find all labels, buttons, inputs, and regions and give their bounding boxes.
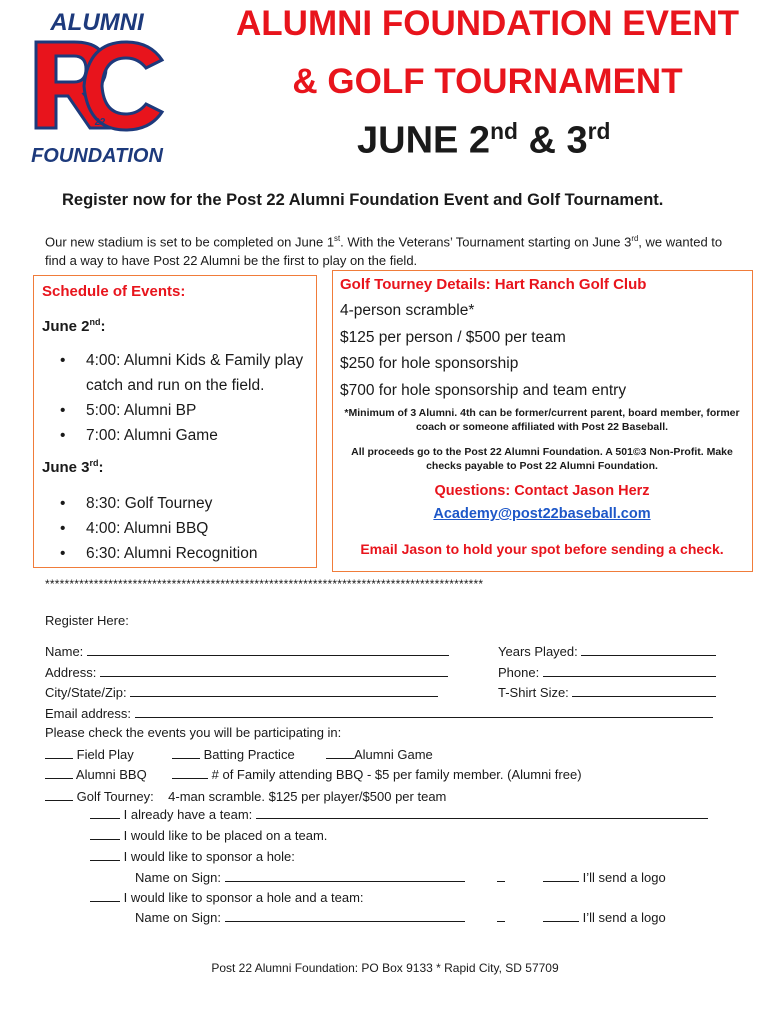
contact-email-link[interactable]: Academy@post22baseball.com (433, 506, 651, 522)
separator: ****************************************************************************************** (45, 577, 484, 591)
golf-title: Golf Tourney Details: Hart Ranch Golf Club (340, 276, 647, 293)
phone-row: Phone: (498, 664, 716, 680)
logo-option-2 (497, 909, 505, 925)
name-field[interactable] (87, 643, 449, 656)
batting-practice-checkbox[interactable] (172, 746, 200, 759)
event-date: JUNE 2nd & 3rd (357, 118, 611, 162)
golf-tourney-option: Golf Tourney: 4-man scramble. $125 per player/$500 per team (45, 788, 446, 804)
schedule-title: Schedule of Events: (42, 283, 186, 300)
tshirt-row: T-Shirt Size: (498, 684, 716, 700)
send-logo-option-2: I’ll send a logo (543, 909, 666, 925)
family-bbq-option: # of Family attending BBQ - $5 per family member. (Alumni free) (172, 766, 582, 782)
golf-line: $250 for hole sponsorship (340, 355, 519, 372)
footer-address: Post 22 Alumni Foundation: PO Box 9133 * Rapid City, SD 57709 (211, 961, 559, 975)
sponsor-hole-team-checkbox[interactable] (90, 889, 120, 902)
sign-name-row-1: Name on Sign: (135, 869, 465, 885)
field-play-checkbox[interactable] (45, 746, 73, 759)
list-item: • 6:30: Alumni Recognition (60, 541, 315, 566)
phone-field[interactable] (543, 664, 716, 677)
alumni-foundation-logo (22, 8, 172, 168)
golf-line: $700 for hole sponsorship and team entry (340, 382, 627, 399)
logo-top-text: ALUMNI (50, 9, 144, 36)
years-played-row: Years Played: (498, 643, 716, 659)
email-jason-note: Email Jason to hold your spot before sending a check. (360, 541, 724, 557)
family-bbq-count-field[interactable] (172, 766, 208, 779)
sponsor-hole-checkbox[interactable] (90, 848, 120, 861)
alumni-bbq-checkbox[interactable] (45, 766, 73, 779)
placed-team-option: I would like to be placed on a team. (90, 827, 327, 843)
list-item: • 5:00: Alumni BP (60, 398, 315, 423)
golf-note-proceeds: All proceeds go to the Post 22 Alumni Foundation. A 501©3 Non-Profit. Make checks payable to Post 22 Alumni Foundation. (351, 446, 733, 472)
day2-heading: June 3rd: (42, 458, 104, 476)
team-name-field[interactable] (256, 806, 708, 819)
list-item: • 8:30: Golf Tourney (60, 491, 315, 516)
field-play-option: Field Play (45, 746, 134, 762)
title-line-1: ALUMNI FOUNDATION EVENT (236, 4, 739, 43)
tshirt-size-field[interactable] (572, 684, 716, 697)
sponsor-hole-team-option: I would like to sponsor a hole and a team: (90, 889, 364, 905)
separator-blank (497, 909, 505, 922)
day2-events (60, 491, 315, 566)
send-logo-checkbox[interactable] (543, 909, 579, 922)
logo-bottom-text: FOUNDATION (31, 145, 163, 167)
address-row: Address: (45, 664, 448, 680)
list-item: • 4:00: Alumni BBQ (60, 516, 315, 541)
sign-name-row-2: Name on Sign: (135, 909, 465, 925)
email-address-field[interactable] (135, 705, 713, 718)
intro-paragraph: Our new stadium is set to be completed on June 1st. With the Veterans’ Tournament starting on June 3rd, we wanted to find a way to have Post 22 Alumni be the first to play on the field. (45, 234, 723, 269)
golf-line: $125 per person / $500 per team (340, 329, 566, 346)
questions-contact: Questions: Contact Jason Herz (434, 483, 650, 499)
golf-line: 4-person scramble* (340, 302, 475, 319)
send-logo-option-1: I’ll send a logo (543, 869, 666, 885)
alumni-game-checkbox[interactable] (326, 746, 354, 759)
day1-events (60, 348, 315, 448)
check-events-text: Please check the events you will be participating in: (45, 725, 342, 740)
city-row: City/State/Zip: (45, 684, 438, 700)
separator-blank (497, 869, 505, 882)
email-row: Email address: (45, 705, 713, 721)
have-team-option: I already have a team: (90, 806, 708, 822)
alumni-bbq-option: Alumni BBQ (45, 766, 147, 782)
register-here: Register Here: (45, 613, 129, 628)
placed-team-checkbox[interactable] (90, 827, 120, 840)
sponsor-hole-option: I would like to sponsor a hole: (90, 848, 295, 864)
list-item: • 7:00: Alumni Game (60, 423, 315, 448)
title-line-2: & GOLF TOURNAMENT (292, 62, 683, 101)
alumni-game-option: Alumni Game (326, 746, 433, 762)
send-logo-checkbox[interactable] (543, 869, 579, 882)
logo-number: 22 (94, 117, 106, 128)
day1-heading: June 2nd: (42, 317, 106, 335)
have-team-checkbox[interactable] (90, 806, 120, 819)
years-played-field[interactable] (581, 643, 716, 656)
golf-note-minimum: *Minimum of 3 Alumni. 4th can be former/current parent, board member, former coach or someone affiliated with Post 22 Baseball. (344, 407, 740, 433)
batting-practice-option: Batting Practice (172, 746, 295, 762)
list-item: • 4:00: Alumni Kids & Family play catch and run on the field. (60, 348, 315, 398)
sign-name-field[interactable] (225, 909, 465, 922)
sign-name-field[interactable] (225, 869, 465, 882)
logo-option-1 (497, 869, 505, 885)
name-row: Name: (45, 643, 449, 659)
headline: Register now for the Post 22 Alumni Foundation Event and Golf Tournament. (62, 191, 664, 209)
address-field[interactable] (100, 664, 448, 677)
golf-tourney-checkbox[interactable] (45, 788, 73, 801)
city-state-zip-field[interactable] (130, 684, 438, 697)
